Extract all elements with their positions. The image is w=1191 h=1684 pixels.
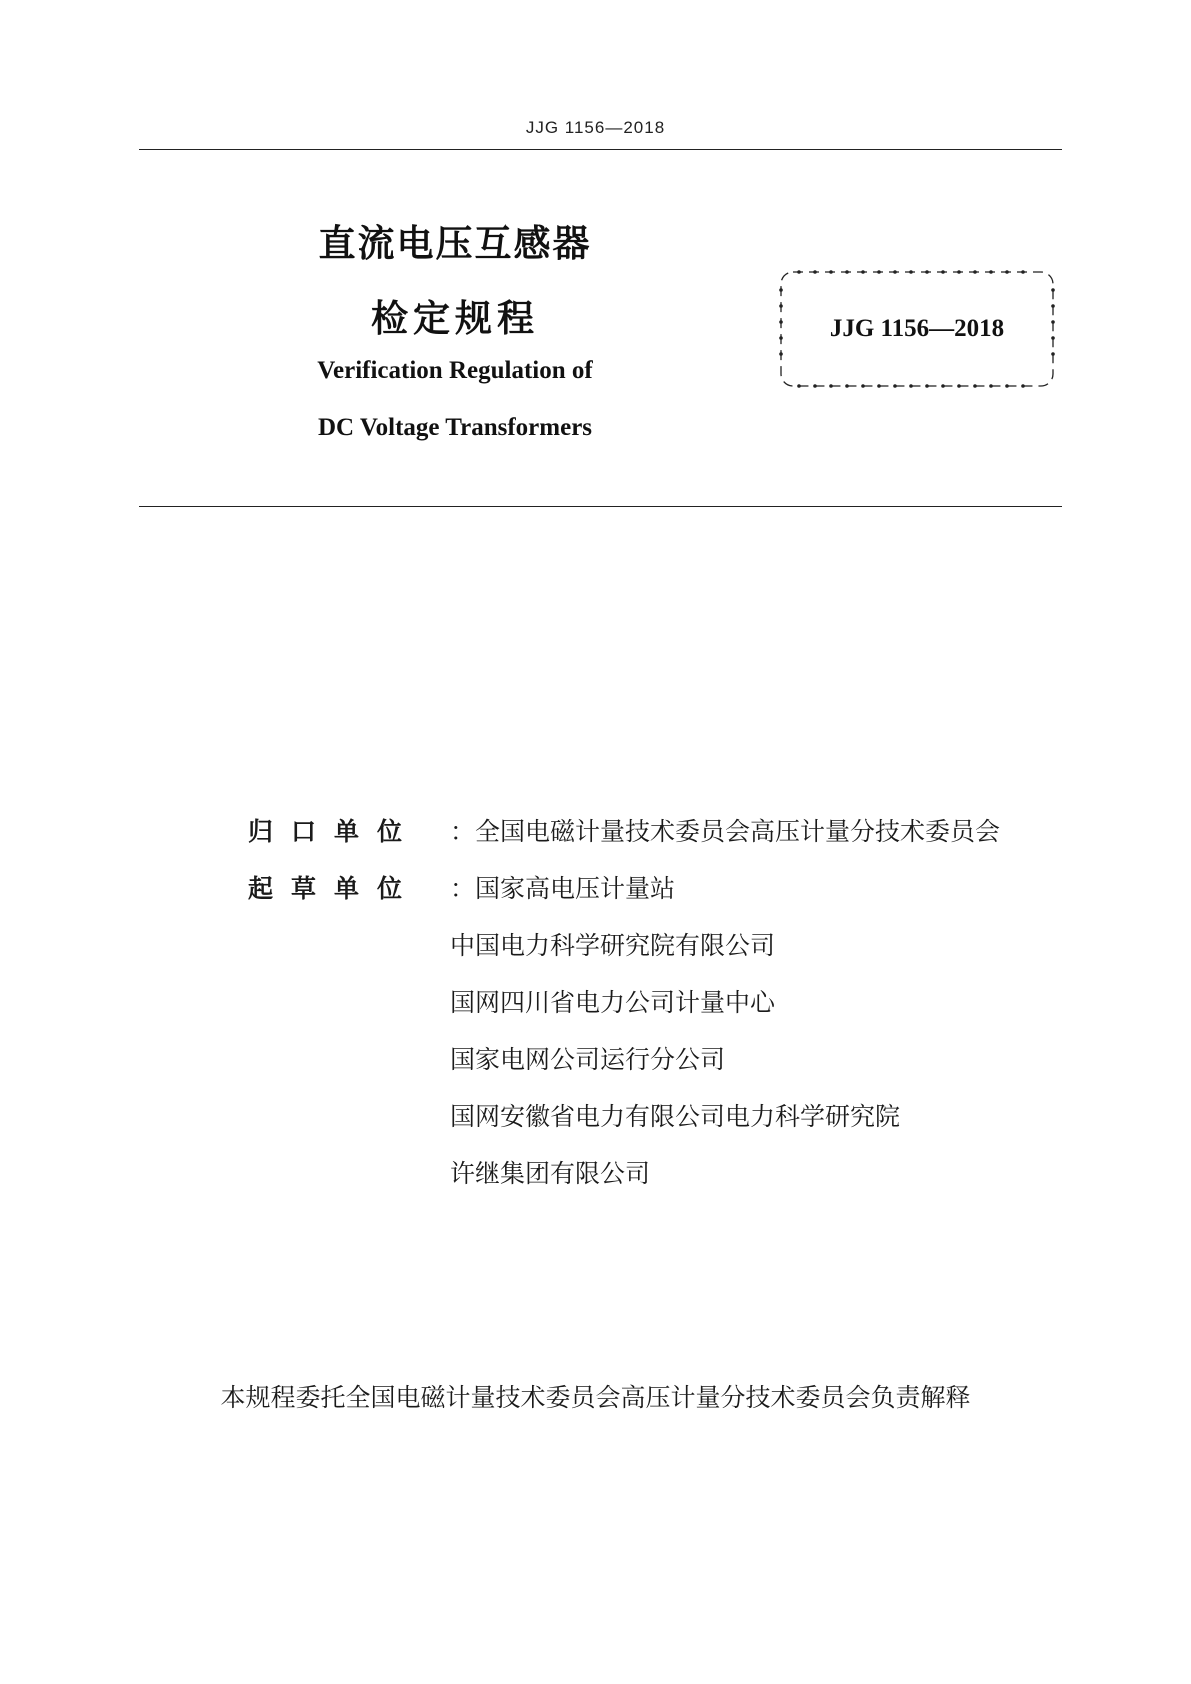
drafting-unit-separator: ：: [450, 874, 476, 903]
title-cn-line1: 直流电压互感器: [318, 222, 592, 265]
standard-code-box: [777, 268, 1057, 390]
interpretation-note: 本规程委托全国电磁计量技术委员会高压计量分技术委员会负责解释: [220, 1383, 971, 1412]
title-en-line2: DC Voltage Transformers: [317, 414, 593, 441]
drafting-unit-4: 国家电网公司运行分公司: [450, 1045, 726, 1074]
drafting-unit-label: 起草单位: [248, 874, 421, 903]
drafting-unit-6: 许继集团有限公司: [450, 1159, 651, 1188]
responsible-unit-separator: ：: [450, 817, 476, 846]
bottom-divider: [139, 506, 1062, 507]
standard-code: JJG 1156—2018: [829, 315, 1005, 342]
drafting-unit-2: 中国电力科学研究院有限公司: [450, 931, 776, 960]
title-cn-line2: 检定规程: [371, 297, 539, 340]
drafting-unit-5: 国网安徽省电力有限公司电力科学研究院: [450, 1102, 901, 1131]
title-en-line1: Verification Regulation of: [317, 357, 593, 384]
header-standard-code: JJG 1156—2018: [525, 118, 666, 137]
drafting-unit-3: 国网四川省电力公司计量中心: [450, 988, 776, 1017]
drafting-unit-row: [248, 869, 675, 905]
drafting-unit-1: 国家高电压计量站: [475, 874, 676, 903]
responsible-unit-row: [248, 812, 1000, 848]
responsible-unit-label: 归口单位: [248, 817, 421, 846]
top-divider: [139, 149, 1062, 150]
responsible-unit-value: 全国电磁计量技术委员会高压计量分技术委员会: [475, 817, 1001, 846]
